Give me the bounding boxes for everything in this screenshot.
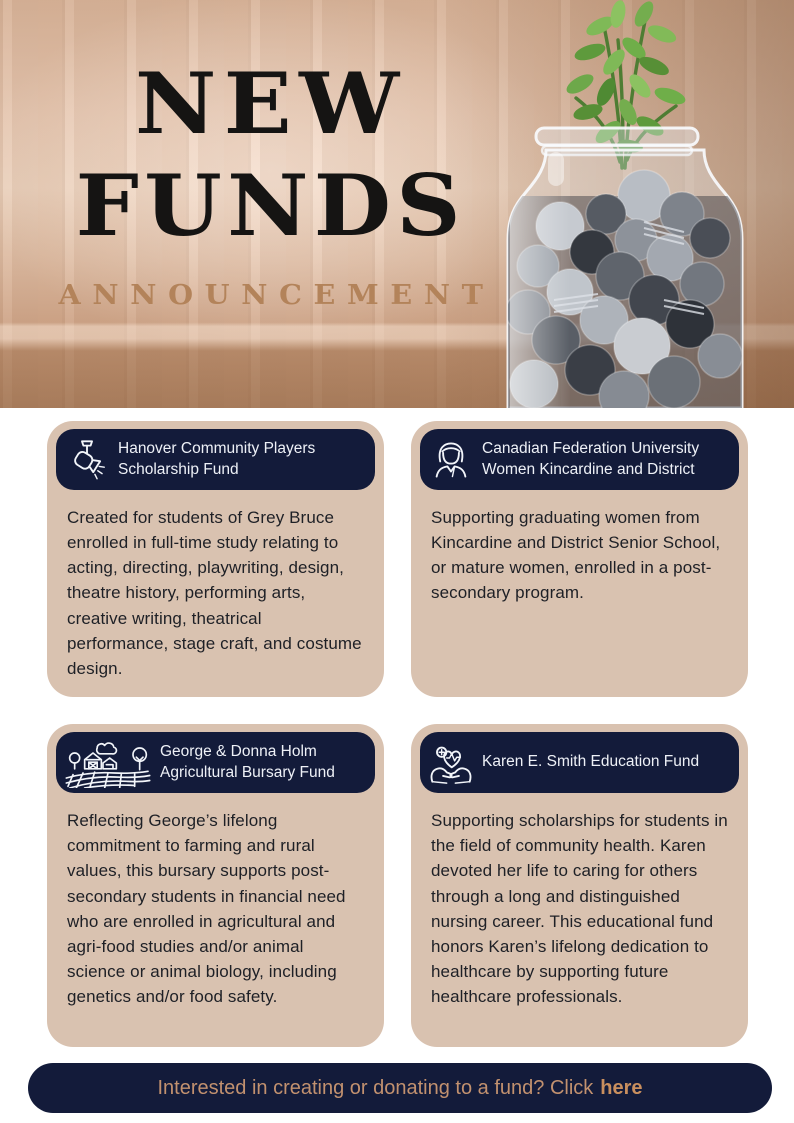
fund-card-header xyxy=(420,429,739,490)
announcement-subtitle: ANNOUNCEMENT xyxy=(58,280,495,311)
fund-card-hanover xyxy=(47,421,384,697)
footer-cta-text: Interested in creating or donating to a fund? Click xyxy=(157,1076,594,1099)
hero-title-block xyxy=(10,54,532,311)
fund-title: Karen E. Smith Education Fund xyxy=(482,753,700,771)
fund-cards-grid xyxy=(0,408,794,1047)
spotlight-icon xyxy=(64,436,110,484)
footer-here-link[interactable]: here xyxy=(600,1076,643,1099)
woman-icon xyxy=(428,436,474,484)
fund-card-holm xyxy=(47,724,384,1047)
title-line-new: NEW xyxy=(134,54,407,153)
fund-description: Supporting scholarships for students in the field of community health. Karen devoted her life to caring for others through a long and distinguished nursing career. This educational fund honors Karen’s lifelong dedication to healthcare by supporting future healthcare professionals. xyxy=(431,811,728,1007)
hero-photo-header xyxy=(0,0,794,408)
coin-jar-plant-illustration xyxy=(494,0,794,408)
fund-description: Supporting graduating women from Kincardine and District Senior School, or mature women, enrolled in a post-secondary program. xyxy=(431,508,721,603)
fund-title: George & Donna Holm Agricultural Bursary Fund xyxy=(160,743,335,781)
farm-icon xyxy=(64,738,152,788)
footer-cta-bar xyxy=(28,1063,772,1113)
fund-card-header xyxy=(56,429,375,490)
fund-card-cfuw xyxy=(411,421,748,697)
fund-card-karen xyxy=(411,724,748,1047)
fund-card-header xyxy=(420,732,739,793)
fund-description: Reflecting George’s lifelong commitment to farming and rural values, this bursary supports post-secondary students in financial need who are enrolled in agricultural and agri-food studies and/or animal science or animal biology, including genetics and/or food safety. xyxy=(67,811,346,1007)
hands-heart-icon xyxy=(428,738,474,788)
title-line-funds: FUNDS xyxy=(75,156,466,255)
fund-title: Canadian Federation University Women Kincardine and District xyxy=(482,440,700,478)
fund-description: Created for students of Grey Bruce enrolled in full-time study relating to acting, directing, playwriting, design, theatre history, performing arts, creative writing, theatrical performance, stage craft, and costume design. xyxy=(67,508,362,678)
fund-title: Hanover Community Players Scholarship Fund xyxy=(118,440,316,478)
fund-card-header xyxy=(56,732,375,793)
